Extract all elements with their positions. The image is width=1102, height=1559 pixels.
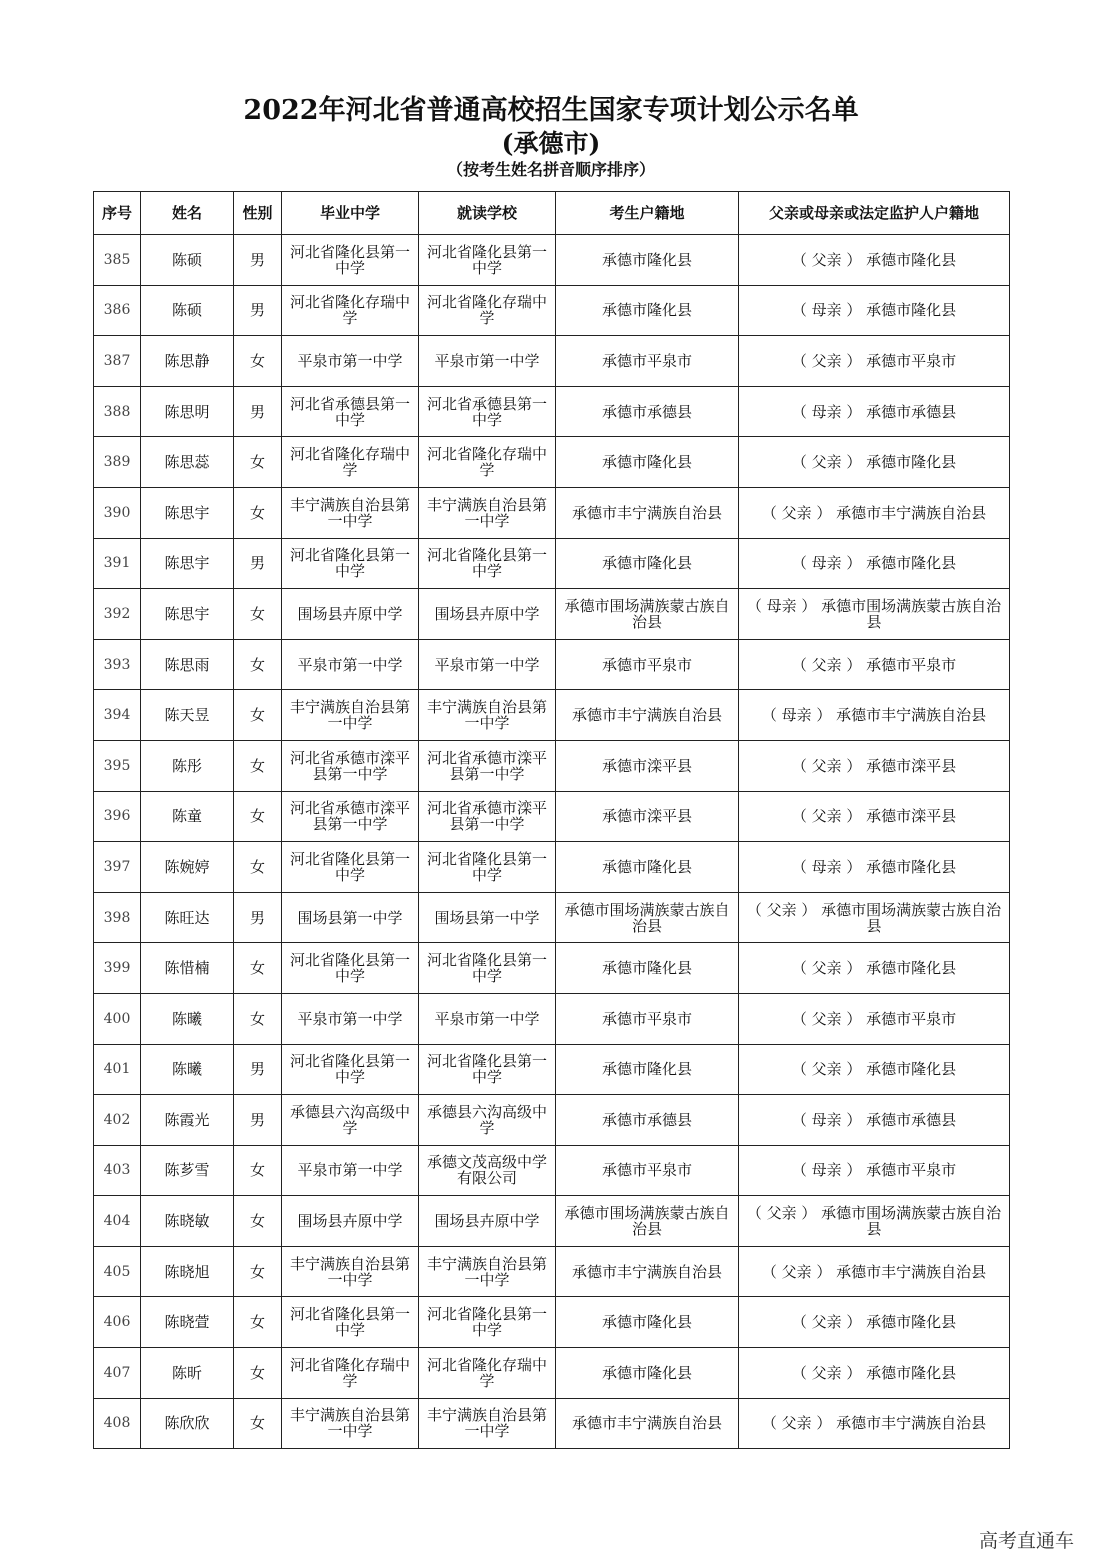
name-cell: 陈思宇 (141, 538, 234, 589)
sort-note: （按考生姓名拼音顺序排序） (446, 160, 655, 179)
table-row (94, 487, 1010, 538)
household-cell: 承德市滦平县 (556, 791, 739, 842)
table-row (94, 437, 1010, 488)
guardian-household-cell: （ 父亲 ） 承德市平泉市 (739, 336, 1010, 387)
household-cell: 承德市隆化县 (556, 437, 739, 488)
table-row (94, 740, 1010, 791)
household-cell: 承德市隆化县 (556, 943, 739, 994)
grad-school-cell: 平泉市第一中学 (282, 1145, 419, 1196)
table-row (94, 842, 1010, 893)
grad-school-cell: 河北省承德市滦平县第一中学 (282, 791, 419, 842)
name-cell: 陈彤 (141, 740, 234, 791)
current-school-cell: 平泉市第一中学 (419, 639, 556, 690)
household-cell: 承德市承德县 (556, 1095, 739, 1146)
current-school-cell: 河北省隆化县第一中学 (419, 1297, 556, 1348)
gender-cell: 男 (234, 892, 282, 943)
grad-school-cell: 丰宁满族自治县第一中学 (282, 487, 419, 538)
household-cell: 承德市围场满族蒙古族自治县 (556, 892, 739, 943)
guardian-household-cell: （ 父亲 ） 承德市滦平县 (739, 740, 1010, 791)
roster-table (93, 191, 1010, 1449)
gender-cell: 男 (234, 285, 282, 336)
gender-cell: 女 (234, 1246, 282, 1297)
seq-cell: 405 (94, 1246, 141, 1297)
table-header-row (94, 192, 1010, 235)
current-school-cell: 河北省隆化存瑞中学 (419, 285, 556, 336)
seq-cell: 407 (94, 1348, 141, 1399)
header-seq: 序号 (94, 192, 141, 235)
guardian-household-cell: （ 母亲 ） 承德市隆化县 (739, 538, 1010, 589)
guardian-household-cell: （ 母亲 ） 承德市隆化县 (739, 285, 1010, 336)
name-cell: 陈昕 (141, 1348, 234, 1399)
grad-school-cell: 丰宁满族自治县第一中学 (282, 1246, 419, 1297)
guardian-household-cell: （ 母亲 ） 承德市平泉市 (739, 1145, 1010, 1196)
table-row (94, 791, 1010, 842)
name-cell: 陈思宇 (141, 589, 234, 640)
name-cell: 陈思宇 (141, 487, 234, 538)
current-school-cell: 平泉市第一中学 (419, 336, 556, 387)
guardian-household-cell: （ 父亲 ） 承德市丰宁满族自治县 (739, 487, 1010, 538)
grad-school-cell: 承德县六沟高级中学 (282, 1095, 419, 1146)
gender-cell: 女 (234, 589, 282, 640)
gender-cell: 男 (234, 1044, 282, 1095)
table-row (94, 892, 1010, 943)
gender-cell: 女 (234, 1196, 282, 1247)
header-name: 姓名 (141, 192, 234, 235)
guardian-household-cell: （ 母亲 ） 承德市承德县 (739, 386, 1010, 437)
gender-cell: 男 (234, 538, 282, 589)
seq-cell: 403 (94, 1145, 141, 1196)
household-cell: 承德市隆化县 (556, 285, 739, 336)
header-current-school: 就读学校 (419, 192, 556, 235)
table-row (94, 386, 1010, 437)
current-school-cell: 丰宁满族自治县第一中学 (419, 487, 556, 538)
page-subtitle: (承德市) (501, 129, 601, 158)
table-row (94, 690, 1010, 741)
household-cell: 承德市隆化县 (556, 842, 739, 893)
current-school-cell: 围场县卉原中学 (419, 589, 556, 640)
household-cell: 承德市隆化县 (556, 538, 739, 589)
current-school-cell: 围场县第一中学 (419, 892, 556, 943)
header-gender: 性别 (234, 192, 282, 235)
guardian-household-cell: （ 父亲 ） 承德市隆化县 (739, 1297, 1010, 1348)
gender-cell: 女 (234, 437, 282, 488)
current-school-cell: 承德县六沟高级中学 (419, 1095, 556, 1146)
seq-cell: 389 (94, 437, 141, 488)
household-cell: 承德市围场满族蒙古族自治县 (556, 1196, 739, 1247)
grad-school-cell: 河北省隆化县第一中学 (282, 235, 419, 286)
guardian-household-cell: （ 父亲 ） 承德市丰宁满族自治县 (739, 1398, 1010, 1449)
grad-school-cell: 河北省隆化县第一中学 (282, 538, 419, 589)
seq-cell: 408 (94, 1398, 141, 1449)
grad-school-cell: 平泉市第一中学 (282, 639, 419, 690)
current-school-cell: 河北省隆化县第一中学 (419, 1044, 556, 1095)
household-cell: 承德市承德县 (556, 386, 739, 437)
current-school-cell: 承德文茂高级中学有限公司 (419, 1145, 556, 1196)
name-cell: 陈思明 (141, 386, 234, 437)
gender-cell: 女 (234, 1398, 282, 1449)
seq-cell: 396 (94, 791, 141, 842)
gender-cell: 女 (234, 1297, 282, 1348)
current-school-cell: 丰宁满族自治县第一中学 (419, 1398, 556, 1449)
seq-cell: 386 (94, 285, 141, 336)
table-row (94, 1095, 1010, 1146)
gender-cell: 女 (234, 1145, 282, 1196)
name-cell: 陈硕 (141, 235, 234, 286)
gender-cell: 女 (234, 639, 282, 690)
current-school-cell: 河北省承德市滦平县第一中学 (419, 740, 556, 791)
table-row (94, 235, 1010, 286)
gender-cell: 女 (234, 791, 282, 842)
guardian-household-cell: （ 父亲 ） 承德市平泉市 (739, 993, 1010, 1044)
name-cell: 陈童 (141, 791, 234, 842)
guardian-household-cell: （ 父亲 ） 承德市隆化县 (739, 1348, 1010, 1399)
current-school-cell: 河北省承德市滦平县第一中学 (419, 791, 556, 842)
name-cell: 陈惜楠 (141, 943, 234, 994)
gender-cell: 女 (234, 336, 282, 387)
grad-school-cell: 河北省承德县第一中学 (282, 386, 419, 437)
seq-cell: 400 (94, 993, 141, 1044)
grad-school-cell: 围场县卉原中学 (282, 589, 419, 640)
table-row (94, 639, 1010, 690)
name-cell: 陈晓敏 (141, 1196, 234, 1247)
name-cell: 陈旺达 (141, 892, 234, 943)
header-guardian-household: 父亲或母亲或法定监护人户籍地 (739, 192, 1010, 235)
seq-cell: 391 (94, 538, 141, 589)
guardian-household-cell: （ 母亲 ） 承德市承德县 (739, 1095, 1010, 1146)
gender-cell: 男 (234, 386, 282, 437)
guardian-household-cell: （ 母亲 ） 承德市丰宁满族自治县 (739, 690, 1010, 741)
seq-cell: 390 (94, 487, 141, 538)
name-cell: 陈思雨 (141, 639, 234, 690)
household-cell: 承德市滦平县 (556, 740, 739, 791)
name-cell: 陈晓旭 (141, 1246, 234, 1297)
guardian-household-cell: （ 父亲 ） 承德市滦平县 (739, 791, 1010, 842)
guardian-household-cell: （ 父亲 ） 承德市隆化县 (739, 235, 1010, 286)
household-cell: 承德市隆化县 (556, 235, 739, 286)
current-school-cell: 河北省隆化存瑞中学 (419, 1348, 556, 1399)
gender-cell: 女 (234, 740, 282, 791)
name-cell: 陈芗雪 (141, 1145, 234, 1196)
header-grad-school: 毕业中学 (282, 192, 419, 235)
grad-school-cell: 丰宁满族自治县第一中学 (282, 1398, 419, 1449)
gender-cell: 女 (234, 842, 282, 893)
table-row (94, 538, 1010, 589)
grad-school-cell: 河北省隆化县第一中学 (282, 1297, 419, 1348)
seq-cell: 398 (94, 892, 141, 943)
guardian-household-cell: （ 父亲 ） 承德市隆化县 (739, 943, 1010, 994)
household-cell: 承德市平泉市 (556, 336, 739, 387)
name-cell: 陈天昱 (141, 690, 234, 741)
grad-school-cell: 平泉市第一中学 (282, 993, 419, 1044)
current-school-cell: 围场县卉原中学 (419, 1196, 556, 1247)
guardian-household-cell: （ 父亲 ） 承德市丰宁满族自治县 (739, 1246, 1010, 1297)
grad-school-cell: 河北省承德市滦平县第一中学 (282, 740, 419, 791)
seq-cell: 387 (94, 336, 141, 387)
current-school-cell: 丰宁满族自治县第一中学 (419, 1246, 556, 1297)
seq-cell: 392 (94, 589, 141, 640)
name-cell: 陈霞光 (141, 1095, 234, 1146)
table-row (94, 1196, 1010, 1247)
seq-cell: 404 (94, 1196, 141, 1247)
gender-cell: 女 (234, 943, 282, 994)
household-cell: 承德市丰宁满族自治县 (556, 690, 739, 741)
current-school-cell: 河北省隆化县第一中学 (419, 842, 556, 893)
current-school-cell: 丰宁满族自治县第一中学 (419, 690, 556, 741)
gender-cell: 女 (234, 487, 282, 538)
seq-cell: 393 (94, 639, 141, 690)
table-row (94, 285, 1010, 336)
table-body (94, 235, 1010, 1449)
grad-school-cell: 河北省隆化县第一中学 (282, 842, 419, 893)
seq-cell: 406 (94, 1297, 141, 1348)
current-school-cell: 河北省隆化存瑞中学 (419, 437, 556, 488)
grad-school-cell: 河北省隆化存瑞中学 (282, 437, 419, 488)
guardian-household-cell: （ 母亲 ） 承德市隆化县 (739, 842, 1010, 893)
seq-cell: 395 (94, 740, 141, 791)
guardian-household-cell: （ 父亲 ） 承德市围场满族蒙古族自治县 (739, 1196, 1010, 1247)
seq-cell: 397 (94, 842, 141, 893)
page-title: 2022年河北省普通高校招生国家专项计划公示名单 (243, 95, 859, 126)
grad-school-cell: 河北省隆化县第一中学 (282, 1044, 419, 1095)
table-row (94, 1044, 1010, 1095)
table-row (94, 943, 1010, 994)
name-cell: 陈欣欣 (141, 1398, 234, 1449)
household-cell: 承德市平泉市 (556, 993, 739, 1044)
grad-school-cell: 河北省隆化存瑞中学 (282, 1348, 419, 1399)
current-school-cell: 河北省隆化县第一中学 (419, 538, 556, 589)
guardian-household-cell: （ 母亲 ） 承德市围场满族蒙古族自治县 (739, 589, 1010, 640)
current-school-cell: 河北省隆化县第一中学 (419, 943, 556, 994)
guardian-household-cell: （ 父亲 ） 承德市围场满族蒙古族自治县 (739, 892, 1010, 943)
guardian-household-cell: （ 父亲 ） 承德市平泉市 (739, 639, 1010, 690)
seq-cell: 399 (94, 943, 141, 994)
grad-school-cell: 平泉市第一中学 (282, 336, 419, 387)
name-cell: 陈曦 (141, 1044, 234, 1095)
current-school-cell: 平泉市第一中学 (419, 993, 556, 1044)
household-cell: 承德市隆化县 (556, 1297, 739, 1348)
seq-cell: 385 (94, 235, 141, 286)
grad-school-cell: 河北省隆化存瑞中学 (282, 285, 419, 336)
household-cell: 承德市平泉市 (556, 1145, 739, 1196)
household-cell: 承德市丰宁满族自治县 (556, 1398, 739, 1449)
household-cell: 承德市丰宁满族自治县 (556, 487, 739, 538)
grad-school-cell: 丰宁满族自治县第一中学 (282, 690, 419, 741)
table-row (94, 1145, 1010, 1196)
name-cell: 陈曦 (141, 993, 234, 1044)
household-cell: 承德市隆化县 (556, 1348, 739, 1399)
gender-cell: 女 (234, 690, 282, 741)
household-cell: 承德市平泉市 (556, 639, 739, 690)
household-cell: 承德市隆化县 (556, 1044, 739, 1095)
seq-cell: 401 (94, 1044, 141, 1095)
guardian-household-cell: （ 父亲 ） 承德市隆化县 (739, 437, 1010, 488)
current-school-cell: 河北省隆化县第一中学 (419, 235, 556, 286)
gender-cell: 女 (234, 993, 282, 1044)
table-row (94, 1297, 1010, 1348)
name-cell: 陈晓萱 (141, 1297, 234, 1348)
watermark: 高考直通车 (978, 1530, 1074, 1552)
seq-cell: 394 (94, 690, 141, 741)
table-row (94, 589, 1010, 640)
table-row (94, 336, 1010, 387)
seq-cell: 402 (94, 1095, 141, 1146)
gender-cell: 男 (234, 235, 282, 286)
household-cell: 承德市丰宁满族自治县 (556, 1246, 739, 1297)
name-cell: 陈思蕊 (141, 437, 234, 488)
gender-cell: 男 (234, 1095, 282, 1146)
grad-school-cell: 围场县卉原中学 (282, 1196, 419, 1247)
grad-school-cell: 围场县第一中学 (282, 892, 419, 943)
name-cell: 陈思静 (141, 336, 234, 387)
header-household: 考生户籍地 (556, 192, 739, 235)
table-row (94, 1398, 1010, 1449)
guardian-household-cell: （ 父亲 ） 承德市隆化县 (739, 1044, 1010, 1095)
table-row (94, 993, 1010, 1044)
name-cell: 陈婉婷 (141, 842, 234, 893)
current-school-cell: 河北省承德县第一中学 (419, 386, 556, 437)
seq-cell: 388 (94, 386, 141, 437)
name-cell: 陈硕 (141, 285, 234, 336)
grad-school-cell: 河北省隆化县第一中学 (282, 943, 419, 994)
household-cell: 承德市围场满族蒙古族自治县 (556, 589, 739, 640)
gender-cell: 女 (234, 1348, 282, 1399)
table-row (94, 1348, 1010, 1399)
table-row (94, 1246, 1010, 1297)
